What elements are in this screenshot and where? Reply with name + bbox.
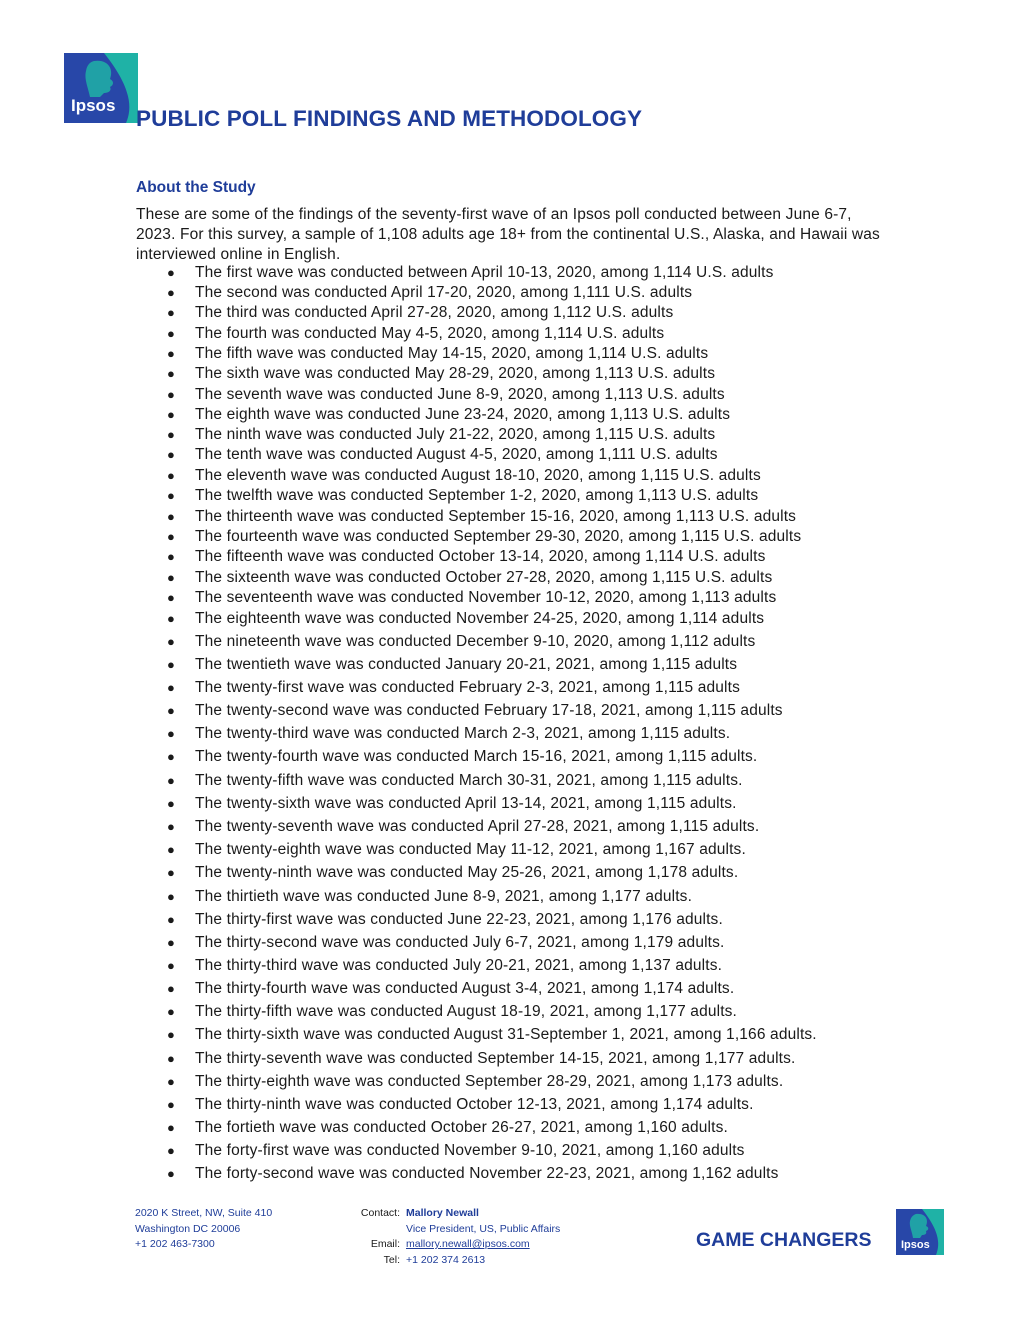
- list-item: [167, 445, 718, 465]
- bullet-icon: ●: [167, 509, 176, 524]
- list-item: [167, 1164, 779, 1184]
- list-item: [167, 1095, 754, 1115]
- wave-text: The forty-first wave was conducted November 9-10, 2021, among 1,160 adults: [195, 1142, 745, 1159]
- list-item: [167, 588, 777, 608]
- bullet-icon: ●: [167, 842, 176, 857]
- list-item: [167, 724, 731, 744]
- bullet-icon: ●: [167, 981, 176, 996]
- list-item: [167, 1072, 784, 1092]
- bullet-icon: ●: [167, 958, 176, 973]
- wave-text: The thirtieth wave was conducted June 8-9, 2021, among 1,177 adults.: [195, 888, 693, 905]
- wave-text: The fifteenth wave was conducted October 13-14, 2020, among 1,114 U.S. adults: [195, 548, 766, 565]
- wave-text: The first wave was conducted between April 10-13, 2020, among 1,114 U.S. adults: [195, 264, 774, 281]
- list-item: [167, 324, 665, 344]
- bullet-icon: ●: [167, 1097, 176, 1112]
- bullet-icon: ●: [167, 407, 176, 422]
- wave-text: The twenty-eighth wave was conducted May 11-12, 2021, among 1,167 adults.: [195, 841, 746, 858]
- list-item: [167, 1118, 728, 1138]
- ipsos-logo-top: [64, 53, 138, 123]
- bullet-icon: ●: [167, 657, 176, 672]
- address-line: Washington DC 20006: [135, 1222, 241, 1235]
- wave-text: The twenty-first wave was conducted February 2-3, 2021, among 1,115 adults: [195, 679, 740, 696]
- bullet-icon: ●: [167, 889, 176, 904]
- bullet-icon: ●: [167, 819, 176, 834]
- wave-text: The thirty-fifth wave was conducted August 18-19, 2021, among 1,177 adults.: [195, 1003, 738, 1020]
- bullet-icon: ●: [167, 1004, 176, 1019]
- bullet-icon: ●: [167, 726, 176, 741]
- list-item: [167, 817, 760, 837]
- list-item: [167, 1049, 796, 1069]
- bullet-icon: ●: [167, 1143, 176, 1158]
- wave-text: The eighth wave was conducted June 23-24, 2020, among 1,113 U.S. adults: [195, 406, 731, 423]
- bullet-icon: ●: [167, 447, 176, 462]
- wave-text: The seventh wave was conducted June 8-9, 2020, among 1,113 U.S. adults: [195, 386, 725, 403]
- footer-contact: [406, 1206, 560, 1268]
- bullet-icon: ●: [167, 570, 176, 585]
- bullet-icon: ●: [167, 1027, 176, 1042]
- wave-text: The sixteenth wave was conducted October 27-28, 2020, among 1,115 U.S. adults: [195, 569, 773, 586]
- wave-text: The third was conducted April 27-28, 2020, among 1,112 U.S. adults: [195, 304, 674, 321]
- list-item: [167, 344, 709, 364]
- wave-text: The twenty-fifth wave was conducted March 30-31, 2021, among 1,115 adults.: [195, 772, 743, 789]
- bullet-icon: ●: [167, 865, 176, 880]
- wave-text: The nineteenth wave was conducted December 9-10, 2020, among 1,112 adults: [195, 633, 756, 650]
- wave-text: The thirty-third wave was conducted July 20-21, 2021, among 1,137 adults.: [195, 957, 723, 974]
- logo-wordmark: Ipsos: [901, 1239, 930, 1251]
- bullet-icon: ●: [167, 1074, 176, 1089]
- list-item: [167, 1141, 745, 1161]
- list-item: [167, 303, 674, 323]
- bullet-icon: ●: [167, 912, 176, 927]
- list-item: [167, 263, 774, 283]
- list-item: [167, 385, 725, 405]
- section-heading-about: About the Study: [136, 179, 256, 196]
- wave-text: The twenty-ninth wave was conducted May 25-26, 2021, among 1,178 adults.: [195, 864, 739, 881]
- bullet-icon: ●: [167, 488, 176, 503]
- wave-text: The sixth wave was conducted May 28-29, 2020, among 1,113 U.S. adults: [195, 365, 716, 382]
- intro-paragraph: These are some of the findings of the seventy-first wave of an Ipsos poll conducted between June 6-7, 2023. For this survey, a sample of 1,108 adults age 18+ from the continental U.S., Alaska, and Hawaii was interviewed online in English.: [136, 206, 880, 263]
- bullet-icon: ●: [167, 549, 176, 564]
- wave-text: The fourth was conducted May 4-5, 2020, among 1,114 U.S. adults: [195, 325, 665, 342]
- list-item: [167, 568, 773, 588]
- list-item: [167, 405, 731, 425]
- list-item: [167, 655, 738, 675]
- bullet-icon: ●: [167, 1120, 176, 1135]
- list-item: [167, 547, 766, 567]
- list-item: [167, 979, 735, 999]
- wave-text: The forty-second wave was conducted November 22-23, 2021, among 1,162 adults: [195, 1165, 779, 1182]
- address-phone: +1 202 463-7300: [135, 1238, 215, 1250]
- wave-text: The second was conducted April 17-20, 2020, among 1,111 U.S. adults: [195, 284, 693, 301]
- wave-text: The twentieth wave was conducted January 20-21, 2021, among 1,115 adults: [195, 656, 738, 673]
- bullet-icon: ●: [167, 703, 176, 718]
- wave-text: The twenty-fourth wave was conducted March 15-16, 2021, among 1,115 adults.: [195, 748, 758, 765]
- wave-text: The thirty-sixth wave was conducted August 31-September 1, 2021, among 1,166 adults.: [195, 1026, 817, 1043]
- list-item: [167, 527, 802, 547]
- wave-text: The thirty-fourth wave was conducted August 3-4, 2021, among 1,174 adults.: [195, 980, 735, 997]
- list-item: [167, 283, 693, 303]
- bullet-icon: ●: [167, 680, 176, 695]
- list-item: [167, 840, 746, 860]
- contact-label: Contact:: [360, 1207, 400, 1219]
- list-item: [167, 701, 783, 721]
- wave-text: The eighteenth wave was conducted November 24-25, 2020, among 1,114 adults: [195, 610, 765, 627]
- wave-text: The fifth wave was conducted May 14-15, 2020, among 1,114 U.S. adults: [195, 345, 709, 362]
- bullet-icon: ●: [167, 346, 176, 361]
- wave-text: The thirteenth wave was conducted September 15-16, 2020, among 1,113 U.S. adults: [195, 508, 797, 525]
- wave-text: The thirty-second wave was conducted July 6-7, 2021, among 1,179 adults.: [195, 934, 725, 951]
- logo-wordmark: Ipsos: [71, 96, 116, 115]
- wave-text: The tenth wave was conducted August 4-5, 2020, among 1,111 U.S. adults: [195, 446, 718, 463]
- footer-labels: [340, 1206, 400, 1268]
- tagline: GAME CHANGERS: [696, 1229, 872, 1251]
- list-item: [167, 507, 797, 527]
- wave-text: The ninth wave was conducted July 21-22, 2020, among 1,115 U.S. adults: [195, 426, 716, 443]
- contact-title: Vice President, US, Public Affairs: [406, 1222, 561, 1235]
- list-item: [167, 632, 756, 652]
- wave-text: The twenty-sixth wave was conducted April 13-14, 2021, among 1,115 adults.: [195, 795, 737, 812]
- bullet-icon: ●: [167, 366, 176, 381]
- list-item: [167, 771, 743, 791]
- bullet-icon: ●: [167, 773, 176, 788]
- contact-email-link[interactable]: mallory.newall@ipsos.com: [406, 1238, 530, 1250]
- wave-text: The fourteenth wave was conducted September 29-30, 2020, among 1,115 U.S. adults: [195, 528, 802, 545]
- ipsos-logo-bottom: [896, 1209, 944, 1255]
- bullet-icon: ●: [167, 285, 176, 300]
- bullet-icon: ●: [167, 590, 176, 605]
- list-item: [167, 1002, 738, 1022]
- footer-address: [135, 1206, 272, 1253]
- bullet-icon: ●: [167, 634, 176, 649]
- bullet-icon: ●: [167, 749, 176, 764]
- wave-text: The twenty-second wave was conducted February 17-18, 2021, among 1,115 adults: [195, 702, 783, 719]
- wave-text: The twenty-seventh wave was conducted April 27-28, 2021, among 1,115 adults.: [195, 818, 760, 835]
- list-item: [167, 887, 693, 907]
- list-item: [167, 466, 761, 486]
- bullet-icon: ●: [167, 1166, 176, 1181]
- bullet-icon: ●: [167, 427, 176, 442]
- list-item: [167, 863, 739, 883]
- wave-text: The seventeenth wave was conducted November 10-12, 2020, among 1,113 adults: [195, 589, 777, 606]
- contact-tel: +1 202 374 2613: [406, 1253, 486, 1266]
- bullet-icon: ●: [167, 265, 176, 280]
- bullet-icon: ●: [167, 305, 176, 320]
- page-title: PUBLIC POLL FINDINGS AND METHODOLOGY: [136, 106, 643, 131]
- list-item: [167, 364, 716, 384]
- wave-text: The eleventh wave was conducted August 18-10, 2020, among 1,115 U.S. adults: [195, 467, 761, 484]
- list-item: [167, 486, 759, 506]
- list-item: [167, 425, 716, 445]
- wave-text: The thirty-seventh wave was conducted September 14-15, 2021, among 1,177 adults.: [195, 1050, 796, 1067]
- bullet-icon: ●: [167, 387, 176, 402]
- bullet-icon: ●: [167, 1051, 176, 1066]
- email-label: Email:: [370, 1238, 400, 1250]
- wave-text: The fortieth wave was conducted October 26-27, 2021, among 1,160 adults.: [195, 1119, 728, 1136]
- bullet-icon: ●: [167, 796, 176, 811]
- list-item: [167, 1025, 817, 1045]
- list-item: [167, 933, 725, 953]
- list-item: [167, 678, 740, 698]
- wave-text: The twenty-third wave was conducted March 2-3, 2021, among 1,115 adults.: [195, 725, 731, 742]
- list-item: [167, 910, 723, 930]
- list-item: [167, 956, 723, 976]
- bullet-icon: ●: [167, 611, 176, 626]
- list-item: [167, 747, 758, 767]
- address-line: 2020 K Street, NW, Suite 410: [135, 1207, 273, 1219]
- bullet-icon: ●: [167, 468, 176, 483]
- bullet-icon: ●: [167, 529, 176, 544]
- wave-text: The thirty-first wave was conducted June 22-23, 2021, among 1,176 adults.: [195, 911, 723, 928]
- wave-text: The thirty-eighth wave was conducted September 28-29, 2021, among 1,173 adults.: [195, 1073, 784, 1090]
- bullet-icon: ●: [167, 326, 176, 341]
- contact-name: Mallory Newall: [406, 1207, 479, 1219]
- wave-text: The thirty-ninth wave was conducted October 12-13, 2021, among 1,174 adults.: [195, 1096, 754, 1113]
- tel-label: Tel:: [383, 1253, 400, 1266]
- wave-text: The twelfth wave was conducted September 1-2, 2020, among 1,113 U.S. adults: [195, 487, 759, 504]
- list-item: [167, 794, 737, 814]
- bullet-icon: ●: [167, 935, 176, 950]
- list-item: [167, 609, 765, 629]
